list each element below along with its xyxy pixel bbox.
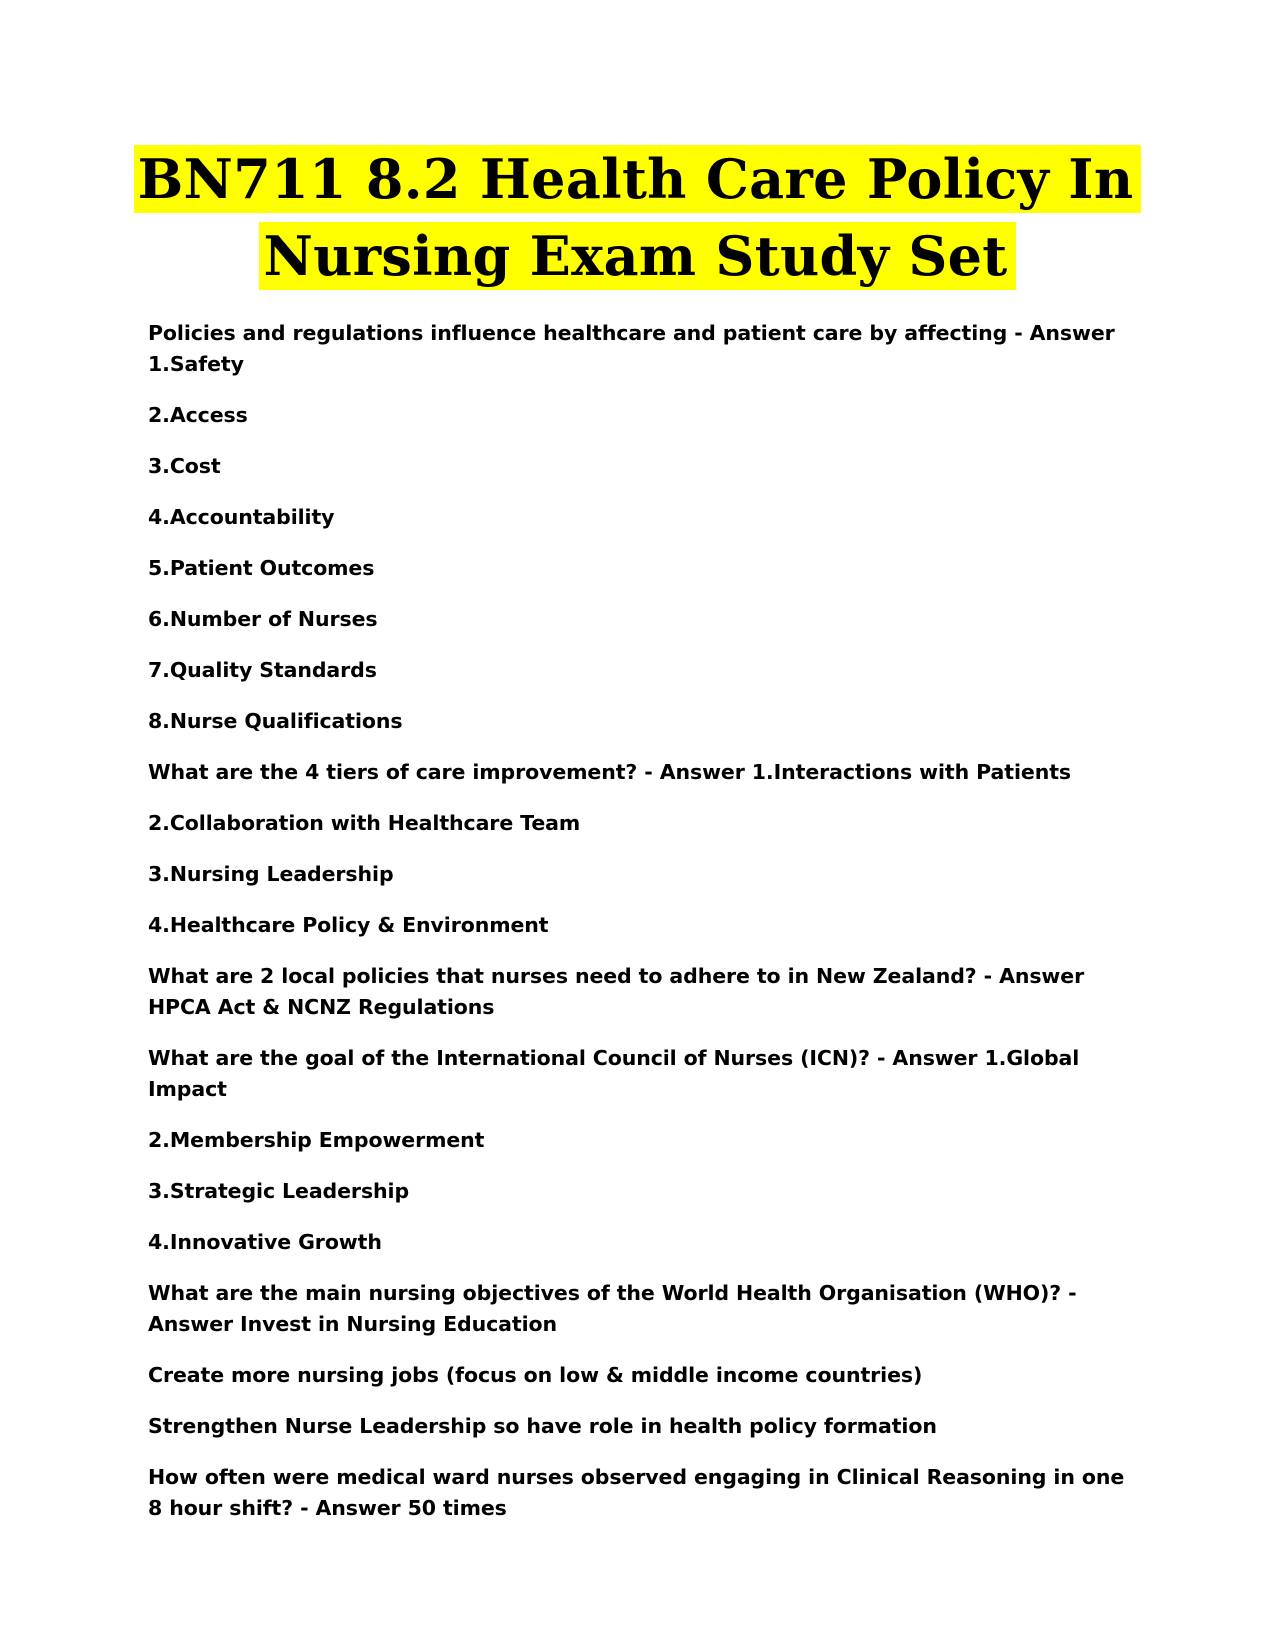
paragraph-11: 3.Nursing Leadership	[148, 862, 394, 886]
paragraph-21: How often were medical ward nurses observed engaging in Clinical Reasoning in one 8 hour shift? - Answer 50 times	[148, 1465, 1125, 1520]
title-line-2: Nursing Exam Study Set	[259, 222, 1015, 290]
paragraph-16: 3.Strategic Leadership	[148, 1179, 410, 1203]
paragraph-3: 3.Cost	[148, 454, 221, 478]
paragraph-8: 8.Nurse Qualifications	[148, 709, 403, 733]
paragraph-1: Policies and regulations influence healthcare and patient care by affecting - Answer 1.Safety	[148, 321, 1115, 376]
paragraph-7: 7.Quality Standards	[148, 658, 377, 682]
document-body	[148, 318, 1138, 1544]
paragraph-20: Strengthen Nurse Leadership so have role in health policy formation	[148, 1414, 937, 1438]
paragraph-5: 5.Patient Outcomes	[148, 556, 375, 580]
paragraph-2: 2.Access	[148, 403, 248, 427]
paragraph-15: 2.Membership Empowerment	[148, 1128, 485, 1152]
paragraph-19: Create more nursing jobs (focus on low & middle income countries)	[148, 1363, 923, 1387]
paragraph-13: What are 2 local policies that nurses need to adhere to in New Zealand? - Answer HPCA Act & NCNZ Regulations	[148, 964, 1085, 1019]
title-line-1: BN711 8.2 Health Care Policy In	[134, 145, 1142, 213]
paragraph-4: 4.Accountability	[148, 505, 335, 529]
paragraph-14: What are the goal of the International Council of Nurses (ICN)? - Answer 1.Global Impact	[148, 1046, 1080, 1101]
document-title	[0, 145, 1275, 290]
paragraph-18: What are the main nursing objectives of the World Health Organisation (WHO)? - Answer Invest in Nursing Education	[148, 1281, 1077, 1336]
paragraph-9: What are the 4 tiers of care improvement? - Answer 1.Interactions with Patients	[148, 760, 1071, 784]
paragraph-6: 6.Number of Nurses	[148, 607, 378, 631]
paragraph-10: 2.Collaboration with Healthcare Team	[148, 811, 581, 835]
paragraph-17: 4.Innovative Growth	[148, 1230, 382, 1254]
paragraph-12: 4.Healthcare Policy & Environment	[148, 913, 549, 937]
